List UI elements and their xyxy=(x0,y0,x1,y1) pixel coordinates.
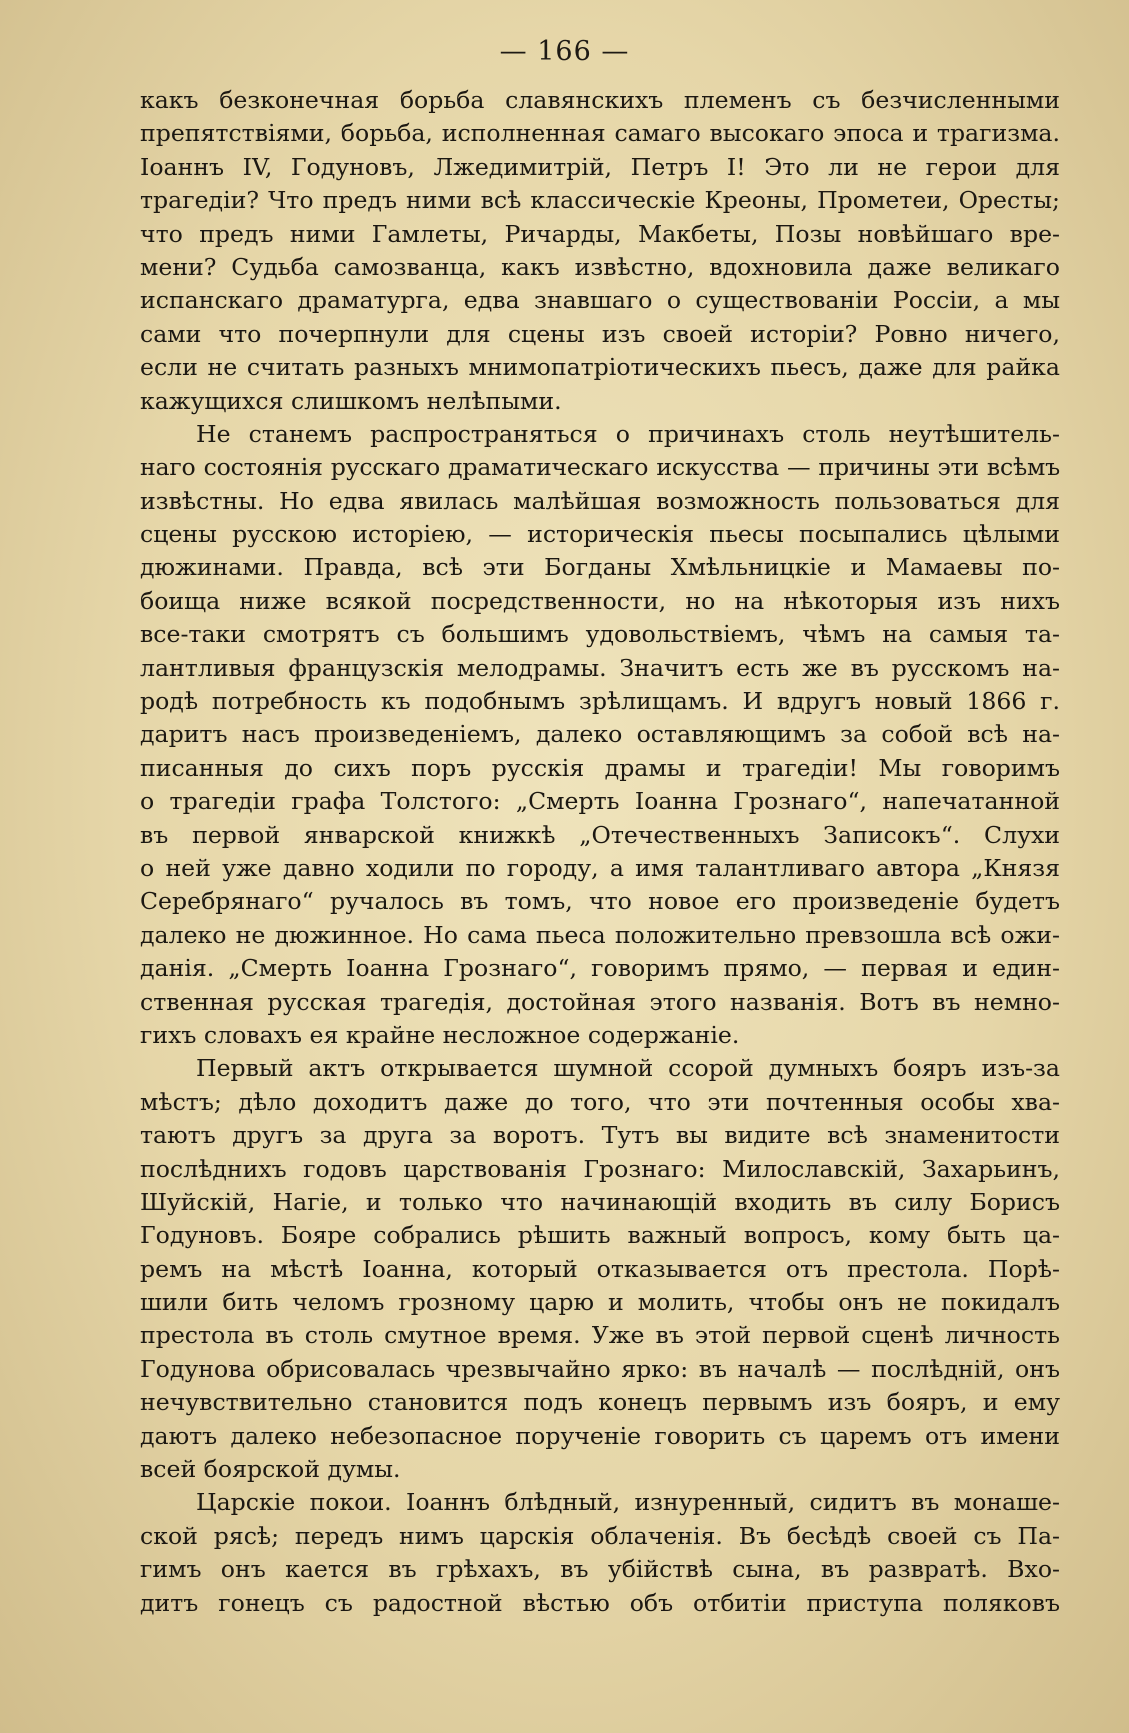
text-line: наго состоянія русскаго драматическаго искусства — причины эти всѣмъ xyxy=(140,453,1060,482)
text-line: гимъ онъ кается въ грѣхахъ, въ убійствѣ сына, въ развратѣ. Вхо- xyxy=(140,1555,1060,1584)
text-line: таютъ другъ за друга за воротъ. Тутъ вы видите всѣ знаменитости xyxy=(140,1121,1060,1150)
text-line: мени? Судьба самозванца, какъ извѣстно, вдохновила даже великаго xyxy=(140,252,1060,281)
text-line: испанскаго драматурга, едва знавшаго о существованіи Россіи, а мы xyxy=(140,286,1060,315)
text-line: Серебрянаго“ ручалось въ томъ, что новое его произведеніе будетъ xyxy=(140,887,1060,916)
text-line: сами что почерпнули для сцены изъ своей исторіи? Ровно ничего, xyxy=(140,319,1060,348)
text-line: даритъ насъ произведеніемъ, далеко оставляющимъ за собой всѣ на- xyxy=(140,720,1060,749)
text-line: Царскіе покои. Іоаннъ блѣдный, изнуренный, сидитъ въ монаше- xyxy=(196,1488,1060,1517)
text-line: дюжинами. Правда, всѣ эти Богданы Хмѣльницкіе и Мамаевы по- xyxy=(140,553,1060,582)
text-line: родѣ потребность къ подобнымъ зрѣлищамъ. И вдругъ новый 1866 г. xyxy=(140,687,1060,716)
text-line: Шуйскій, Нагіе, и только что начинающій входить въ силу Борисъ xyxy=(140,1187,1060,1216)
text-line: данія. „Смерть Іоанна Грознаго“, говоримъ прямо, — первая и един- xyxy=(140,954,1060,983)
text-line: Іоаннъ IV, Годуновъ, Лжедимитрій, Петръ I! Это ли не герои для xyxy=(140,152,1060,181)
text-line: нечувствительно становится подъ конецъ первымъ изъ бояръ, и ему xyxy=(140,1388,1060,1417)
text-line: мѣстъ; дѣло доходитъ даже до того, что эти почтенныя особы хва- xyxy=(140,1087,1060,1116)
text-line: лантливыя французскія мелодрамы. Значитъ есть же въ русскомъ на- xyxy=(140,653,1060,682)
text-line: извѣстны. Но едва явилась малѣйшая возможность пользоваться для xyxy=(140,486,1060,515)
text-line: препятствіями, борьба, исполненная самаго высокаго эпоса и трагизма. xyxy=(140,119,1060,148)
text-line: гихъ словахъ ея крайне несложное содержаніе. xyxy=(140,1020,740,1049)
text-line: ственная русская трагедія, достойная этого названія. Вотъ въ немно- xyxy=(140,987,1060,1016)
text-line: если не считать разныхъ мнимопатріотическихъ пьесъ, даже для райка xyxy=(140,353,1060,382)
text-line: даютъ далеко небезопасное порученіе говорить съ царемъ отъ имени xyxy=(140,1421,1060,1450)
page-number: — 166 — xyxy=(499,36,630,67)
text-line: какъ безконечная борьба славянскихъ племенъ съ безчисленными xyxy=(140,86,1060,114)
text-line: о трагедіи графа Толстого: „Смерть Іоанна Грознаго“, напечатанной xyxy=(140,787,1060,816)
text-line: престола въ столь смутное время. Уже въ этой первой сценѣ личность xyxy=(140,1321,1060,1350)
text-line: все-таки смотрятъ съ большимъ удовольствіемъ, чѣмъ на самыя та- xyxy=(140,620,1060,649)
text-line: дитъ гонецъ съ радостной вѣстью объ отбитіи приступа поляковъ xyxy=(140,1588,1060,1617)
text-line: въ первой январской книжкѣ „Отечественныхъ Записокъ“. Слухи xyxy=(140,820,1060,849)
text-line: сцены русскою исторіею, — историческія пьесы посыпались цѣлыми xyxy=(140,520,1060,549)
text-line: трагедіи? Что предъ ними всѣ классическіе Креоны, Прометеи, Оресты; xyxy=(140,186,1060,215)
text-line: Не станемъ распространяться о причинахъ столь неутѣшитель- xyxy=(196,419,1060,448)
text-line: Первый актъ открывается шумной ссорой думныхъ бояръ изъ-за xyxy=(196,1054,1060,1083)
text-line: что предъ ними Гамлеты, Ричарды, Макбеты, Позы новѣйшаго вре- xyxy=(140,219,1060,248)
text-line: кажущихся слишкомъ нелѣпыми. xyxy=(140,386,562,415)
text-line: писанныя до сихъ поръ русскія драмы и трагедіи! Мы говоримъ xyxy=(140,753,1060,782)
text-line: послѣднихъ годовъ царствованія Грознаго: Милославскій, Захарьинъ, xyxy=(140,1154,1060,1183)
body-text xyxy=(140,84,1060,1620)
text-line: боища ниже всякой посредственности, но на нѣкоторыя изъ нихъ xyxy=(140,586,1060,615)
text-line: ской рясѣ; передъ нимъ царскія облаченія. Въ бесѣдѣ своей съ Па- xyxy=(140,1521,1060,1550)
text-line: шили бить челомъ грозному царю и молить, чтобы онъ не покидалъ xyxy=(140,1288,1060,1317)
text-line: далеко не дюжинное. Но сама пьеса положительно превзошла всѣ ожи- xyxy=(140,920,1060,949)
text-line: всей боярской думы. xyxy=(140,1455,401,1484)
text-line: о ней уже давно ходили по городу, а имя талантливаго автора „Князя xyxy=(140,853,1060,882)
text-line: ремъ на мѣстѣ Іоанна, который отказывается отъ престола. Порѣ- xyxy=(140,1254,1060,1283)
text-line: Годуновъ. Бояре собрались рѣшить важный вопросъ, кому быть ца- xyxy=(140,1221,1060,1250)
text-line: Годунова обрисовалась чрезвычайно ярко: въ началѣ — послѣдній, онъ xyxy=(140,1354,1060,1383)
